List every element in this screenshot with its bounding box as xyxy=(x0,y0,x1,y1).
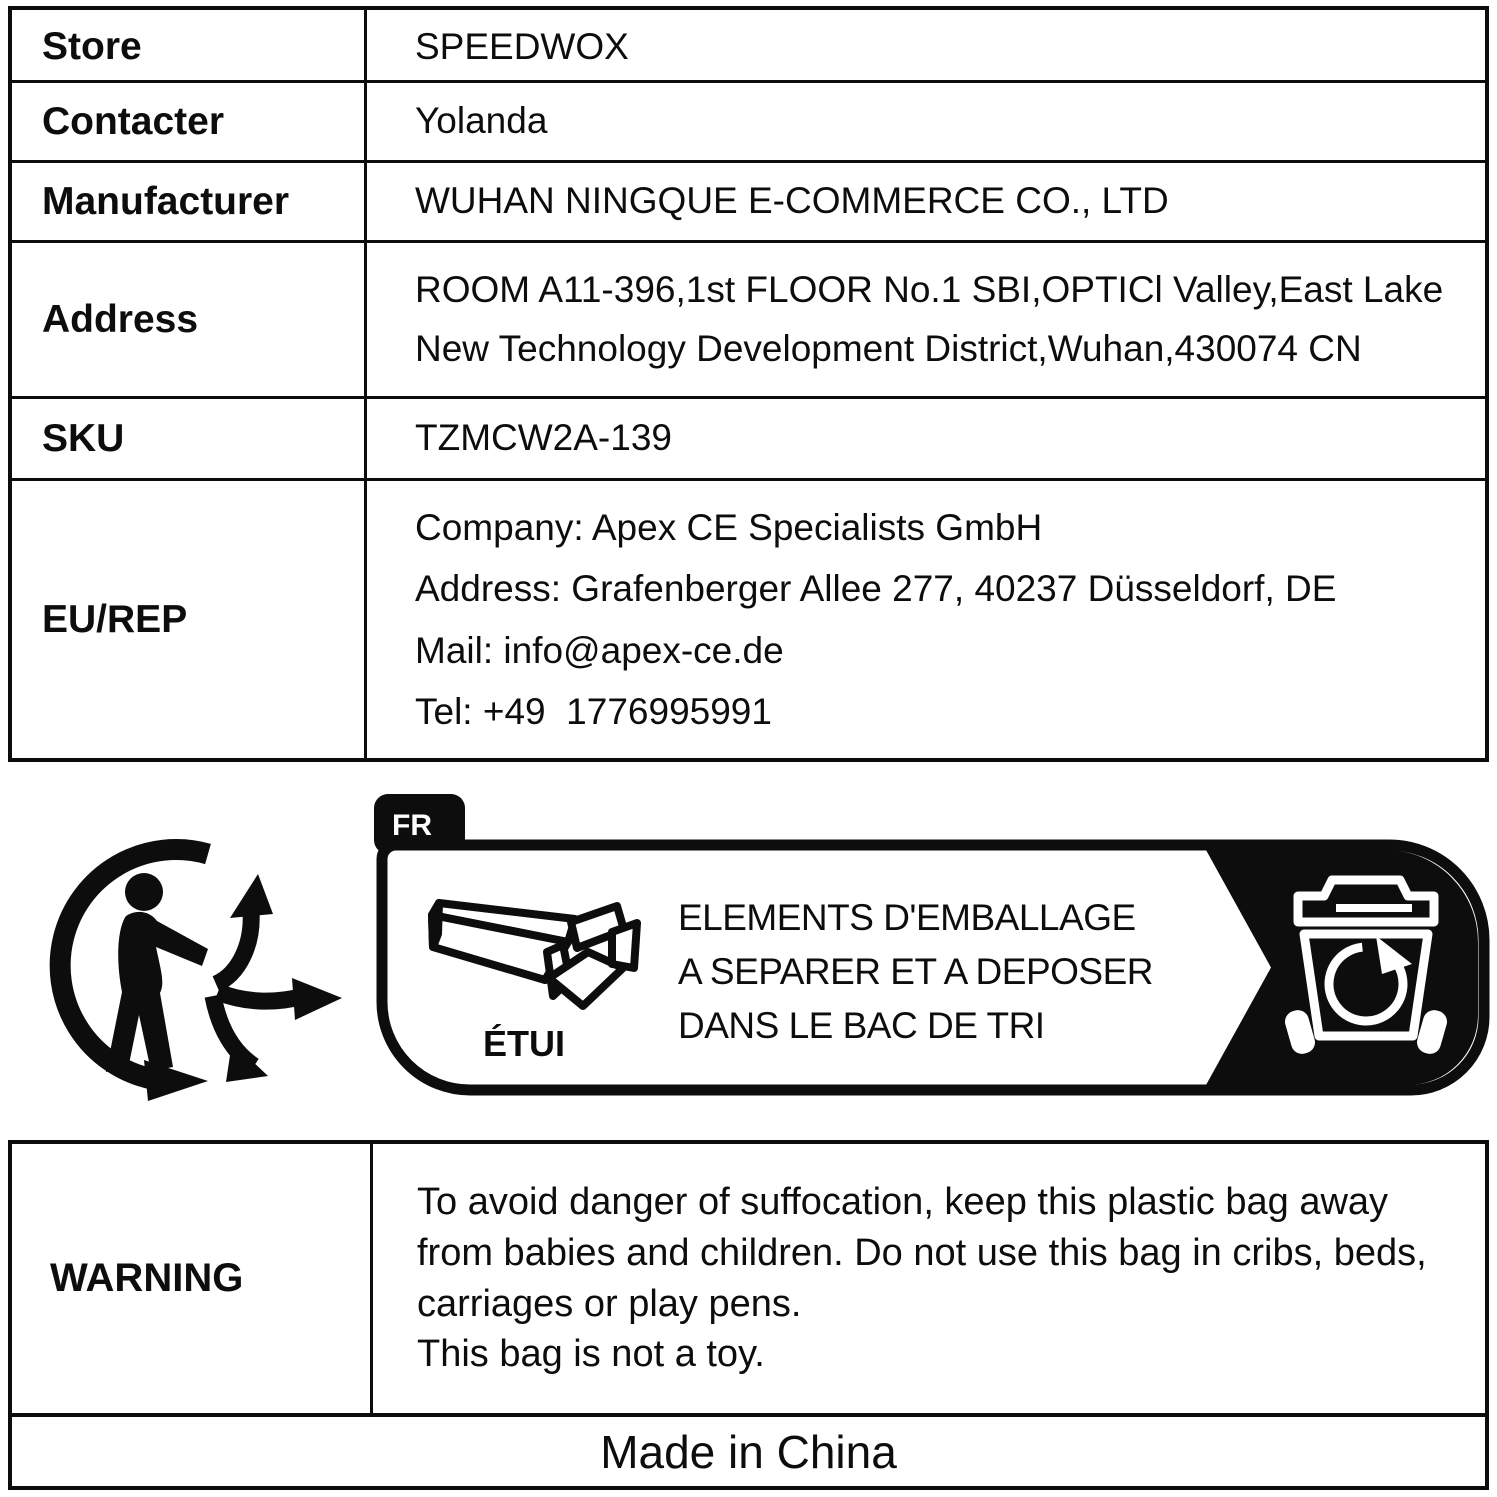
triman-arrow-down-head xyxy=(226,1042,268,1082)
eurep-company: Company: Apex CE Specialists GmbH xyxy=(415,506,1043,548)
table-row-sku xyxy=(12,399,1485,481)
address-value: ROOM A11-396,1st FLOOR No.1 SBI,OPTICl Valley,East Lake New Technology Development District,Wuhan,430074 CN xyxy=(415,269,1444,369)
triman-person-head xyxy=(125,873,163,911)
triman-arrow-up xyxy=(216,912,251,984)
triman-person-body xyxy=(106,912,208,1072)
banner-message-line1: ELEMENTS D'EMBALLAGE xyxy=(678,897,1136,938)
warning-table xyxy=(8,1140,1489,1490)
eurep-tel: Tel: +49 1776995991 xyxy=(415,690,772,732)
manufacturer-value: WUHAN NINGQUE E-COMMERCE CO., LTD xyxy=(415,180,1169,222)
eurep-value xyxy=(367,481,1485,758)
contacter-value: Yolanda xyxy=(415,100,548,142)
table-row-store xyxy=(12,10,1485,83)
banner-message-line3: DANS LE BAC DE TRI xyxy=(678,1005,1045,1046)
table-row-eurep xyxy=(12,481,1485,758)
warning-label: WARNING xyxy=(12,1144,373,1413)
eurep-address: Address: Grafenberger Allee 277, 40237 Düsseldorf, DE xyxy=(415,568,1337,610)
contacter-label: Contacter xyxy=(12,83,367,160)
table-row-address xyxy=(12,243,1485,399)
triman-arrow-right xyxy=(218,992,300,1001)
etui-caption: ÉTUI xyxy=(483,1023,566,1064)
sku-label: SKU xyxy=(12,399,367,478)
banner-message-line2: A SEPARER ET A DEPOSER xyxy=(678,951,1153,992)
product-info-table xyxy=(8,6,1489,762)
table-row-manufacturer xyxy=(12,163,1485,243)
table-row-contacter xyxy=(12,83,1485,163)
warning-text-toy: This bag is not a toy. xyxy=(417,1333,765,1376)
warning-text xyxy=(373,1144,1485,1413)
store-label: Store xyxy=(12,10,367,84)
triman-arrow-right-head xyxy=(292,978,342,1020)
table-row-warning xyxy=(12,1144,1485,1417)
fr-sorting-banner xyxy=(372,788,1492,1100)
eurep-label: EU/REP xyxy=(12,481,367,758)
made-in-china-row: Made in China xyxy=(600,1425,897,1478)
store-value: SPEEDWOX xyxy=(415,26,629,67)
triman-icon xyxy=(40,830,350,1120)
eurep-mail: Mail: info@apex-ce.de xyxy=(415,629,784,671)
manufacturer-label: Manufacturer xyxy=(12,163,367,240)
sku-value: TZMCW2A-139 xyxy=(415,417,672,459)
fr-language-tab-label: FR xyxy=(392,809,432,842)
address-label: Address xyxy=(12,243,367,396)
triman-arrow-up-head xyxy=(230,874,273,918)
warning-text-main: To avoid danger of suffocation, keep this plastic bag away from babies and children. Do not use this bag in cribs, beds, carriages or play pens. xyxy=(417,1180,1427,1325)
